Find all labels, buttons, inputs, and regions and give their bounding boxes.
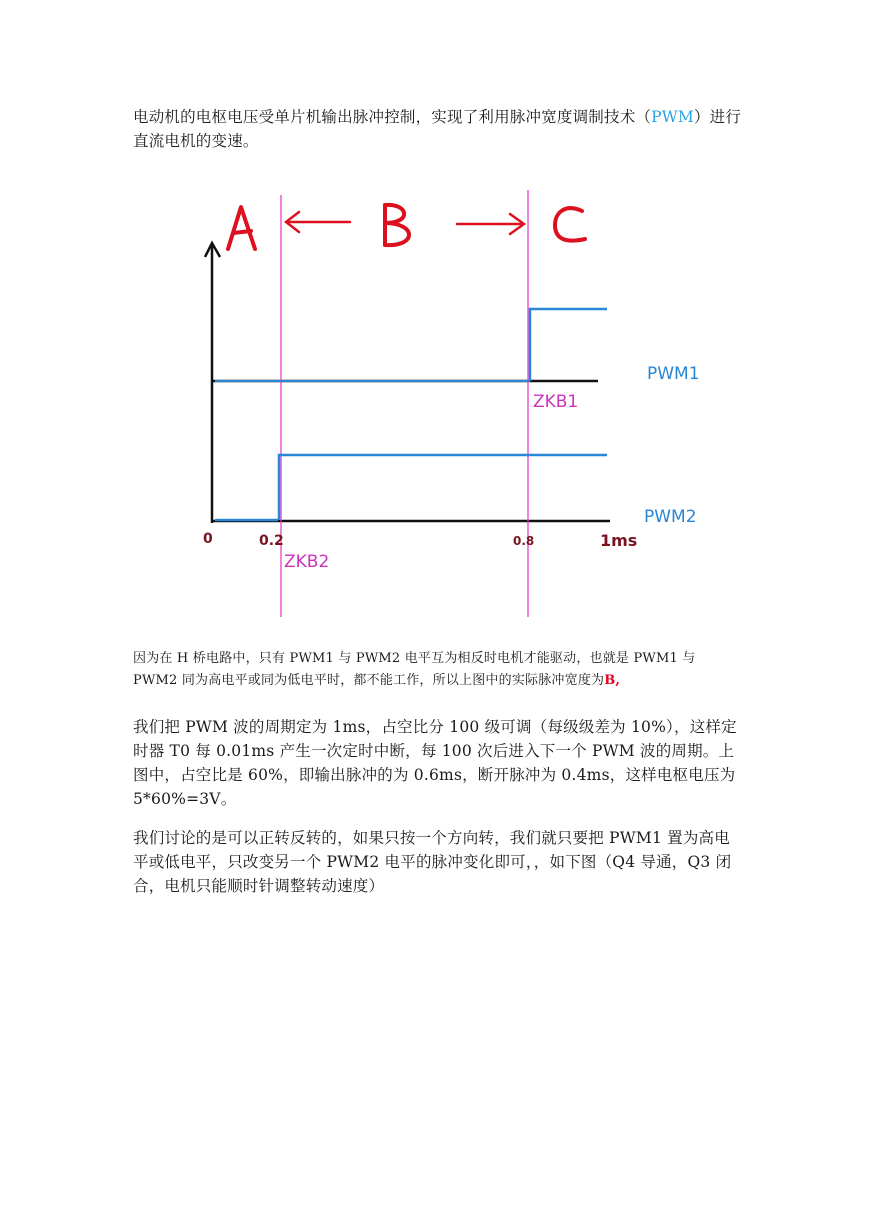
- arrow-left: [286, 212, 350, 232]
- region-a-letter: [228, 207, 255, 249]
- pulse-width-b: B,: [604, 673, 621, 688]
- pwm-timing-diagram: [195, 185, 638, 620]
- pwm2-label: PWM2: [644, 507, 697, 527]
- tick-label-1ms: 1ms: [600, 531, 638, 550]
- direction-paragraph: 我们讨论的是可以正转反转的，如果只按一个方向转，我们就只要把 PWM1 置为高电平或低电平，只改变另一个 PWM2 电平的脉冲变化即可，，如下图（Q4 导通，Q3 闭合，电机只能顺时针调整转动速度）: [133, 829, 732, 895]
- intro-paragraph: [133, 105, 743, 153]
- tick-label-02: 0.2: [259, 533, 284, 549]
- hbridge-paragraph: [133, 648, 743, 692]
- region-c-letter: [555, 208, 585, 240]
- pwm1-label-text: PWM1: [647, 364, 700, 384]
- hbridge-text: 因为在 H 桥电路中，只有 PWM1 与 PWM2 电平互为相反时电机才能驱动，也就是 PWM1 与 PWM2 同为高电平或同为低电平时，都不能工作，所以上图中的实际脉冲宽度为: [133, 651, 696, 688]
- period-paragraph: 我们把 PWM 波的周期定为 1ms，占空比分 100 级可调（每级级差为 10%），这样定时器 T0 每 0.01ms 产生一次定时中断，每 100 次后进入下一个 PWM 波的周期。上图中，占空比是 60%，即输出脉冲的为 0.6ms，断开脉冲为 0.4ms，这样电枢电压为 5*60%=3V。: [133, 718, 737, 808]
- pwm1-waveform: [215, 309, 607, 381]
- tick-label-0: 0: [203, 531, 213, 547]
- region-b-letter: [385, 205, 409, 245]
- arrow-right: [457, 214, 524, 234]
- tick-label-08: 0.8: [513, 534, 535, 548]
- pwm2-waveform: [215, 455, 607, 520]
- axes: [205, 243, 610, 523]
- zkb2-label: ZKB2: [284, 552, 330, 572]
- pwm-term: PWM: [651, 108, 694, 126]
- intro-text-b: ）进行直流电机的变速。: [133, 108, 742, 150]
- intro-text-a: 电动机的电枢电压受单片机输出脉冲控制，实现了利用脉冲宽度调制技术（: [133, 108, 652, 126]
- zkb1-label: ZKB1: [533, 392, 579, 412]
